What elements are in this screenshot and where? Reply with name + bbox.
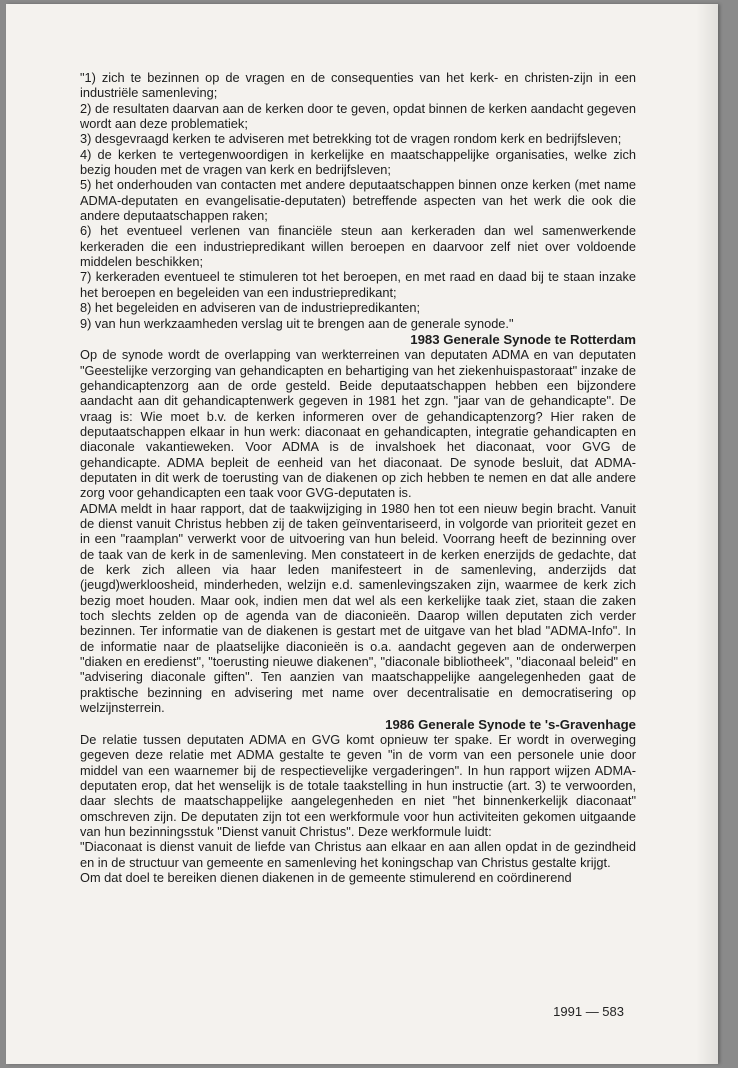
page-edge-shadow [696,4,718,1064]
numbered-list [80,70,636,331]
list-item-6: 6) het eventueel verlenen van financiële steun aan kerkeraden dan wel samenwerkende kerkeraden die een industriepredikant willen beroepen en daarvoor zelf niet over voldoende middelen beschikken; [80,223,636,270]
list-item-7: 7) kerkeraden eventueel te stimuleren tot het beroepen, en met raad en daad bij te staan inzake het beroepen en begeleiden van een industriepredikant; [80,269,636,300]
list-item-9: 9) van hun werkzaamheden verslag uit te brengen aan de generale synode." [80,315,514,331]
list-item-2: 2) de resultaten daarvan aan de kerken door te geven, opdat binnen de kerken aandacht gegeven wordt aan deze problematiek; [80,100,636,132]
werkformule-quote: "Diaconaat is dienst vanuit de liefde van Christus aan elkaar en aan allen opdat in de gezindheid en in de structuur van gemeente en samenleving het koningschap van Christus gestalte krijgt. [80,839,636,870]
paragraph-1983-1: Op de synode wordt de overlapping van werkterreinen van deputaten ADMA en van deputaten "Geestelijke verzorging van gehandicapten en behartiging van het ziekenhuispastoraat" inzake de gehandicaptenzorg aan de orde gesteld. Beide deputaatschappen hebben een bijzondere aandacht aan dit gehandicaptenwerk gegeven in 1981 het zgn. "jaar van de gehandicapte". De vraag is: Wie moet b.v. de kerken informeren over de gehandicaptenzorg? Hier raken de deputaatschappen elkaar in hun werk: diaconaat en gehandicapten, integratie gehandicapten en diaconale vakantieweken. Voor ADMA is de invalshoek het diaconaat, voor GVG de gehandicapte. ADMA bepleit de eenheid van het diaconaat. De synode besluit, dat ADMA-deputaten in dit werk de toerusting van de diakenen op zich hebben te nemen en dat alle andere zorg voor gehandicapten een taak voor GVG-deputaten is. [80,347,636,501]
paragraph-1986-2: Om dat doel te bereiken dienen diakenen in de gemeente stimulerend en coördinerend [80,870,572,885]
page-number: 1991 — 583 [553,1004,624,1019]
page-content [80,70,636,885]
section-heading-1986: 1986 Generale Synode te 's-Gravenhage [385,716,636,732]
list-item-3: 3) desgevraagd kerken te adviseren met betrekking tot de vragen rondom kerk en bedrijfsleven; [80,131,622,147]
paragraph-1983-2: ADMA meldt in haar rapport, dat de taakwijziging in 1980 hen tot een nieuw begin bracht. Vanuit de dienst vanuit Christus hebben zij de taken geïnventariseerd, in volgorde van prioriteit gezet en in een "raamplan" verwerkt voor de uitvoering van hun beleid. Voorrang heeft de bezinning over de taak van de kerk in de samenleving. Men constateert in de kerken enerzijds de gedachte, dat de kerk zich alleen via haar leden manifesteert in de samenleving, anderzijds dat (jeugd)werkloosheid, minderheden, welzijn e.d. samenlevingszaken zijn, waarmee de kerk zich bezig moet houden. Maar ook, indien men dat wel als een kerkelijke taak ziet, staan die zaken toch slechts zelden op de agenda van de diaconieën. Daarop willen deputaten zich verder bezinnen. Ter informatie van de diakenen is gestart met de uitgave van het blad "ADMA-Info". In de informatie naar de plaatselijke diaconieën is o.a. aandacht gegeven aan de onderwerpen "diaken en eredienst", "toerusting nieuwe diakenen", "diaconale bibliotheek", "diaconaal beleid" en "advisering diaconale giften". Ten aanzien van maatschappelijke aangelegenheden gaat de praktische bezinning en advisering met name over decentralisatie en democratisering op welzijnsterrein. [80,500,636,716]
list-item-1: "1) zich te bezinnen op de vragen en de consequenties van het kerk- en christen-zijn in een industriële samenleving; [80,70,636,101]
paragraph-1986-1: De relatie tussen deputaten ADMA en GVG komt opnieuw ter spake. Er wordt in overweging gegeven deze relatie met ADMA gestalte te geven "in de vorm van een personele unie door middel van een waarnemer bij de respectievelijke vergaderingen". In hun rapport wijzen ADMA-deputaten erop, dat het wenselijk is de totale taakstelling in hun instructie (art. 3) te verwoorden, daar slechts de maatschappelijke aangelegenheden en niet "het binnenkerkelijk diaconaat" omschreven zijn. De deputaten zijn tot een werkformule voor hun activiteiten gekomen uitgaande van hun bezinningsstuk "Dienst vanuit Christus". Deze werkformule luidt: [80,731,636,839]
list-item-8: 8) het begeleiden en adviseren van de industriepredikanten; [80,300,421,316]
list-item-5: 5) het onderhouden van contacten met andere deputaatschappen binnen onze kerken (met name ADMA-deputaten en evangelisatie-deputaten) betreffende aspecten van het werk die ook die andere deputaatschappen raken; [80,177,636,224]
section-heading-1983: 1983 Generale Synode te Rotterdam [410,331,636,347]
list-item-4: 4) de kerken te vertegenwoordigen in kerkelijke en maatschappelijke organisaties, welke zich bezig houden met de vragen van kerk en bedrijfsleven; [80,146,636,178]
document-page [6,4,718,1064]
